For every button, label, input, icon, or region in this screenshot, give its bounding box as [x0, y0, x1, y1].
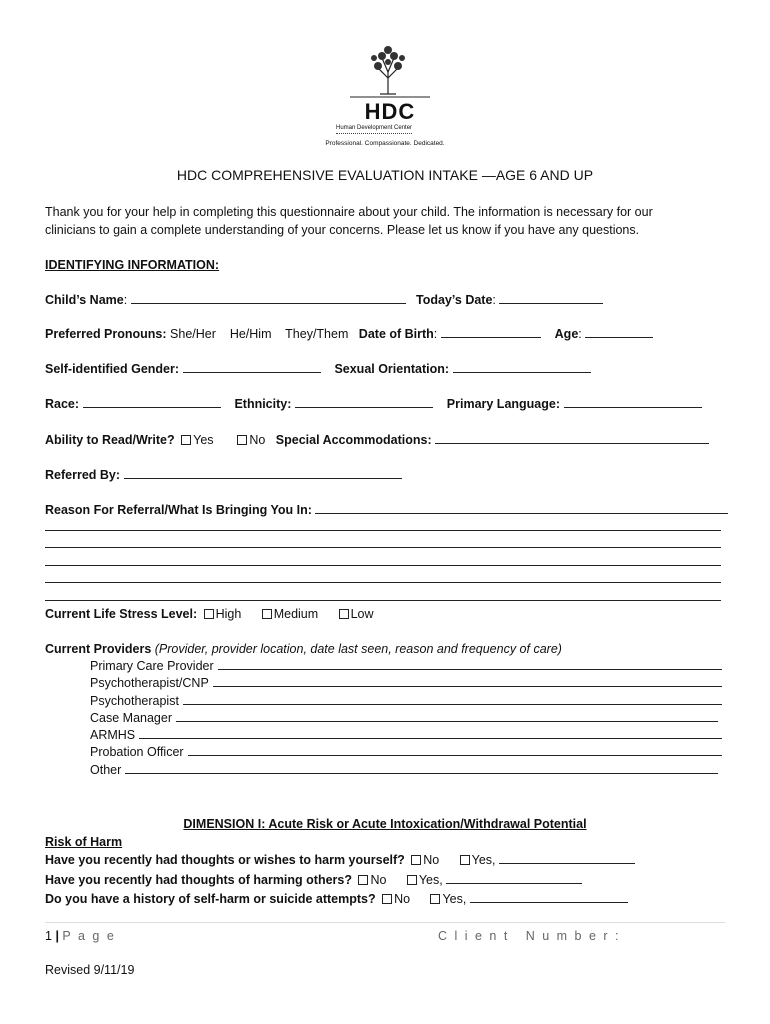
logo-subtitle: Human Development Center [336, 125, 413, 131]
row-reason [45, 502, 728, 517]
logo-wordmark: HDC [364, 99, 416, 124]
tree-logo-icon [330, 44, 450, 104]
risk-no-label: No [394, 892, 411, 906]
provider-label: Psychotherapist [90, 694, 179, 708]
risk-question-row [45, 852, 635, 867]
page-word: P a g e [62, 929, 116, 943]
race-label: Race: [45, 397, 80, 411]
risk-question: Do you have a history of self-harm or suicide attempts? [45, 892, 376, 906]
risk-yes-field[interactable] [499, 852, 635, 864]
provider-label: Other [90, 763, 122, 777]
todays-date-label: Today’s Date [416, 293, 493, 307]
row-todays-date: Today’s Date: [416, 292, 603, 307]
age-label: Age [554, 327, 579, 341]
provider-field[interactable] [125, 763, 718, 774]
row-referred-by [45, 467, 402, 482]
stress-medium-checkbox[interactable] [262, 609, 272, 619]
reason-label: Reason For Referral/What Is Bringing You In: [45, 503, 312, 517]
provider-row [90, 676, 722, 690]
risk-yes-label: Yes, [442, 892, 467, 906]
risk-of-harm-heading: Risk of Harm [45, 835, 123, 849]
risk-no-checkbox[interactable] [411, 855, 421, 865]
row-child-name: Child’s Name: [45, 292, 406, 307]
provider-row [90, 694, 722, 708]
dob-field[interactable] [441, 326, 541, 338]
stress-label: Current Life Stress Level: [45, 607, 198, 621]
stress-low-checkbox[interactable] [339, 609, 349, 619]
dob-label: Date of Birth [358, 327, 434, 341]
risk-no-label: No [423, 853, 440, 867]
intro-line-1: Thank you for your help in completing this questionnaire about your child. The information is necessary for our [45, 205, 653, 219]
ethnicity-label: Ethnicity: [234, 397, 292, 411]
provider-row [90, 745, 722, 759]
referred-by-field[interactable] [124, 467, 402, 479]
providers-label: Current Providers [45, 642, 152, 656]
dimension-1-heading: DIMENSION I: Acute Risk or Acute Intoxication/Withdrawal Potential [183, 817, 587, 831]
provider-row [90, 711, 718, 725]
row-race [45, 396, 702, 411]
stress-medium-label: Medium [273, 607, 319, 621]
referred-by-label: Referred By: [45, 468, 121, 482]
row-gender [45, 361, 591, 376]
provider-label: Probation Officer [90, 745, 184, 759]
risk-no-checkbox[interactable] [358, 875, 368, 885]
risk-yes-field[interactable] [470, 891, 628, 903]
risk-yes-checkbox[interactable] [460, 855, 470, 865]
pronoun-she-her[interactable]: She/Her [170, 327, 216, 341]
race-field[interactable] [83, 396, 221, 408]
page-title: HDC COMPREHENSIVE EVALUATION INTAKE —AGE 6 AND UP [176, 167, 594, 183]
risk-question-row [45, 872, 582, 887]
accommodations-label: Special Accommodations: [275, 433, 432, 447]
revised-date: Revised 9/11/19 [45, 963, 135, 977]
risk-yes-checkbox[interactable] [430, 894, 440, 904]
pronoun-he-him[interactable]: He/Him [229, 327, 272, 341]
risk-no-label: No [370, 873, 387, 887]
provider-row [90, 763, 718, 777]
providers-header [45, 642, 562, 656]
provider-field[interactable] [139, 728, 722, 739]
stress-high-label: High [215, 607, 242, 621]
gender-field[interactable] [183, 361, 321, 373]
footer-page [45, 929, 116, 943]
read-write-label: Ability to Read/Write? [45, 433, 175, 447]
provider-field[interactable] [176, 711, 718, 722]
page-separator: | [55, 929, 59, 943]
stress-low-label: Low [350, 607, 374, 621]
pronoun-they-them[interactable]: They/Them [285, 327, 349, 341]
pronouns-label: Preferred Pronouns: [45, 327, 167, 341]
read-write-no-checkbox[interactable] [237, 435, 247, 445]
provider-field[interactable] [218, 659, 722, 670]
reason-line-6[interactable] [45, 600, 721, 601]
logo-divider [336, 133, 412, 134]
provider-label: ARMHS [90, 728, 136, 742]
row-read-write [45, 432, 709, 447]
footer-divider [45, 922, 725, 923]
provider-row [90, 728, 722, 742]
reason-field[interactable] [315, 502, 728, 514]
risk-no-checkbox[interactable] [382, 894, 392, 904]
provider-field[interactable] [213, 676, 722, 687]
ethnicity-field[interactable] [295, 396, 433, 408]
logo-tagline: Professional. Compassionate. Dedicated. [325, 140, 445, 147]
row-stress-level [45, 607, 374, 621]
provider-label: Psychotherapist/CNP [90, 676, 209, 690]
child-name-field[interactable] [131, 292, 406, 304]
risk-question: Have you recently had thoughts or wishes to harm yourself? [45, 853, 405, 867]
risk-question-row [45, 891, 628, 906]
stress-high-checkbox[interactable] [204, 609, 214, 619]
row-pronouns: Preferred Pronouns: She/Her He/Him They/Them Date of Birth: Age: [45, 326, 653, 341]
providers-note: (Provider, provider location, date last seen, reason and frequency of care) [154, 642, 562, 656]
reason-line-3[interactable] [45, 547, 721, 548]
risk-question: Have you recently had thoughts of harming others? [45, 873, 352, 887]
orientation-field[interactable] [453, 361, 591, 373]
read-write-no-label: No [249, 433, 266, 447]
client-number-label: C l i e n t N u m b e r : [438, 929, 621, 943]
identifying-heading: IDENTIFYING INFORMATION: [45, 258, 220, 272]
hdc-logo [325, 44, 450, 147]
language-field[interactable] [564, 396, 702, 408]
reason-line-2[interactable] [45, 530, 721, 531]
provider-field[interactable] [183, 694, 722, 705]
read-write-yes-checkbox[interactable] [181, 435, 191, 445]
provider-row [90, 659, 722, 673]
intro-line-2: clinicians to gain a complete understanding of your concerns. Please let us know if you have any questions. [45, 223, 640, 237]
accommodations-field[interactable] [435, 432, 709, 444]
risk-yes-label: Yes, [471, 853, 496, 867]
provider-label: Case Manager [90, 711, 172, 725]
risk-yes-label: Yes, [418, 873, 443, 887]
gender-label: Self-identified Gender: [45, 362, 180, 376]
reason-line-5[interactable] [45, 582, 721, 583]
language-label: Primary Language: [446, 397, 561, 411]
provider-field[interactable] [188, 745, 722, 756]
reason-line-4[interactable] [45, 565, 721, 566]
provider-label: Primary Care Provider [90, 659, 214, 673]
risk-yes-checkbox[interactable] [407, 875, 417, 885]
todays-date-field[interactable] [499, 292, 603, 304]
age-field[interactable] [585, 326, 653, 338]
risk-yes-field[interactable] [446, 872, 582, 884]
orientation-label: Sexual Orientation: [334, 362, 450, 376]
page-number: 1 [45, 929, 52, 943]
read-write-yes-label: Yes [193, 433, 214, 447]
child-name-label: Child’s Name [45, 293, 124, 307]
